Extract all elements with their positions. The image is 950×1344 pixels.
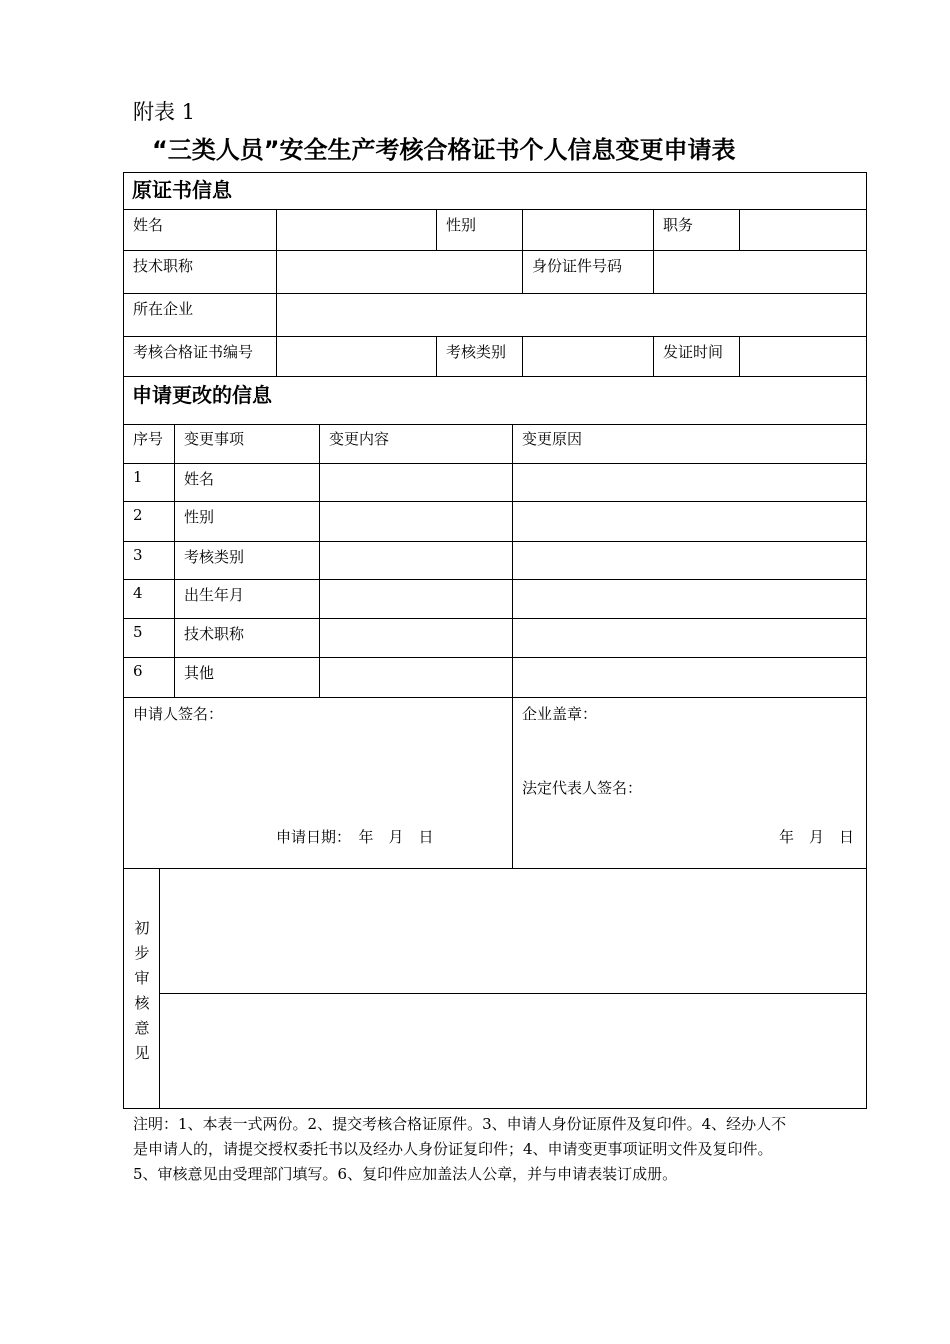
company-label: 所在企业 bbox=[133, 300, 194, 318]
row-divider bbox=[123, 657, 867, 658]
row-divider bbox=[123, 209, 867, 210]
header-reason: 变更原因 bbox=[522, 430, 583, 448]
row-divider bbox=[123, 336, 867, 337]
row-no: 2 bbox=[133, 506, 143, 524]
id-number-label: 身份证件号码 bbox=[532, 257, 623, 275]
section-title-change: 申请更改的信息 bbox=[132, 383, 272, 407]
row-divider bbox=[159, 993, 867, 994]
row-divider bbox=[123, 618, 867, 619]
header-content: 变更内容 bbox=[329, 430, 390, 448]
row-divider bbox=[123, 376, 867, 377]
row-divider bbox=[123, 697, 867, 698]
review-char: 意 bbox=[134, 1019, 150, 1037]
attachment-label: 附表 1 bbox=[133, 100, 196, 124]
notes bbox=[133, 1112, 813, 1187]
header-item: 变更事项 bbox=[184, 430, 245, 448]
row-item: 技术职称 bbox=[184, 625, 245, 643]
cert-number-label: 考核合格证书编号 bbox=[133, 343, 254, 361]
row-item: 性别 bbox=[184, 508, 215, 526]
review-char: 审 bbox=[134, 969, 150, 987]
note-line: 注明：1、本表一式两份。2、提交考核合格证原件。3、申请人身份证原件及复印件。4、经办人不 bbox=[133, 1115, 787, 1133]
row-no: 3 bbox=[133, 546, 143, 564]
col-divider bbox=[522, 336, 523, 376]
col-divider bbox=[276, 209, 277, 376]
row-item: 出生年月 bbox=[184, 586, 245, 604]
col-divider bbox=[159, 868, 160, 1109]
applicant-signature-label: 申请人签名： bbox=[133, 705, 224, 723]
row-item: 考核类别 bbox=[184, 548, 245, 566]
col-divider bbox=[512, 424, 513, 868]
row-item: 其他 bbox=[184, 664, 215, 682]
row-item: 姓名 bbox=[184, 470, 215, 488]
row-no: 1 bbox=[133, 468, 143, 486]
row-divider bbox=[123, 250, 867, 251]
exam-type-label: 考核类别 bbox=[446, 343, 507, 361]
tech-title-label: 技术职称 bbox=[133, 257, 194, 275]
gender-label: 性别 bbox=[446, 216, 477, 234]
row-divider bbox=[123, 541, 867, 542]
col-divider bbox=[436, 209, 437, 250]
name-label: 姓名 bbox=[133, 216, 164, 234]
note-line: 是申请人的，请提交授权委托书以及经办人身份证复印件；4、申请变更事项证明文件及复印件。 bbox=[133, 1140, 773, 1158]
note-line: 5、审核意见由受理部门填写。6、复印件应加盖法人公章，并与申请表装订成册。 bbox=[133, 1165, 678, 1183]
review-char: 核 bbox=[134, 994, 150, 1012]
seal-date-label: 年 月 日 bbox=[779, 828, 855, 846]
review-char: 初 bbox=[134, 919, 150, 937]
row-divider bbox=[123, 579, 867, 580]
row-divider bbox=[123, 501, 867, 502]
apply-date-label: 申请日期： 年 月 日 bbox=[276, 828, 434, 846]
col-divider bbox=[653, 336, 654, 376]
row-divider bbox=[123, 424, 867, 425]
row-no: 5 bbox=[133, 623, 143, 641]
company-seal-label: 企业盖章： bbox=[522, 705, 598, 723]
legal-rep-signature-label: 法定代表人签名： bbox=[522, 779, 643, 797]
position-label: 职务 bbox=[663, 216, 694, 234]
issue-date-label: 发证时间 bbox=[663, 343, 724, 361]
col-divider bbox=[739, 336, 740, 376]
row-divider bbox=[123, 868, 867, 869]
col-divider bbox=[174, 424, 175, 697]
row-no: 4 bbox=[133, 584, 143, 602]
row-divider bbox=[123, 293, 867, 294]
col-divider bbox=[653, 209, 654, 293]
row-divider bbox=[123, 463, 867, 464]
col-divider bbox=[739, 209, 740, 250]
col-divider bbox=[436, 336, 437, 376]
review-char: 见 bbox=[134, 1044, 150, 1062]
review-opinion-label bbox=[133, 916, 151, 1066]
col-divider bbox=[522, 209, 523, 293]
header-no: 序号 bbox=[133, 430, 164, 448]
row-no: 6 bbox=[133, 662, 143, 680]
section-title-original: 原证书信息 bbox=[132, 178, 232, 202]
review-char: 步 bbox=[134, 944, 150, 962]
col-divider bbox=[319, 424, 320, 697]
form-title: “三类人员”安全生产考核合格证书个人信息变更申请表 bbox=[152, 136, 736, 164]
